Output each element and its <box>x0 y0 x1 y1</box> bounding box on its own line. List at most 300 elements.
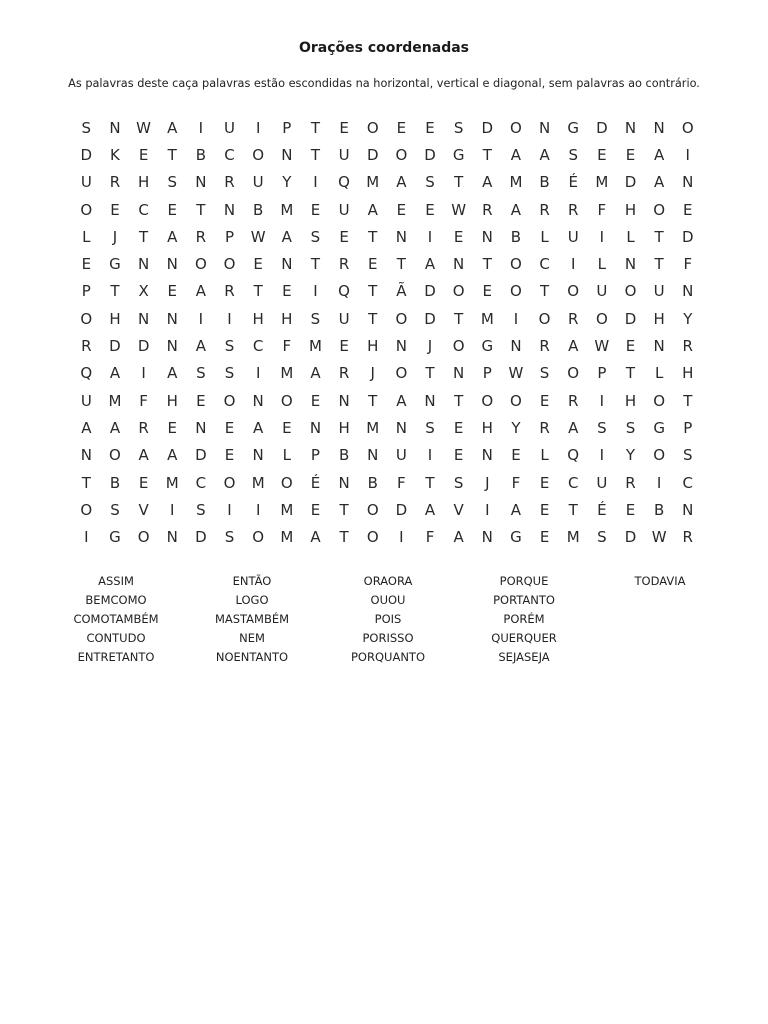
grid-letter[interactable]: N <box>653 118 665 137</box>
grid-letter[interactable]: C <box>567 473 579 492</box>
grid-letter[interactable]: R <box>138 418 149 437</box>
grid-letter[interactable]: E <box>425 118 435 137</box>
grid-letter[interactable]: N <box>195 418 207 437</box>
grid-letter[interactable]: E <box>310 200 321 219</box>
grid-letter[interactable]: O <box>280 473 293 492</box>
grid-letter[interactable]: O <box>80 309 93 328</box>
grid-letter[interactable]: S <box>224 337 235 356</box>
grid-letter[interactable]: M <box>566 528 580 547</box>
grid-letter[interactable]: O <box>510 118 522 137</box>
grid-letter[interactable]: I <box>255 500 261 519</box>
grid-letter[interactable]: U <box>80 173 92 192</box>
grid-letter[interactable]: E <box>110 200 120 219</box>
grid-letter[interactable]: U <box>596 282 608 301</box>
grid-letter[interactable]: L <box>282 446 291 465</box>
grid-letter[interactable]: A <box>195 282 207 301</box>
grid-letter[interactable]: E <box>339 227 349 246</box>
grid-letter[interactable]: E <box>167 282 177 301</box>
grid-letter[interactable]: S <box>196 364 206 383</box>
grid-letter[interactable]: N <box>281 145 293 164</box>
grid-letter[interactable]: I <box>656 473 662 492</box>
grid-letter[interactable]: V <box>453 500 464 519</box>
grid-letter[interactable]: W <box>250 227 266 246</box>
grid-letter[interactable]: R <box>539 200 550 219</box>
grid-letter[interactable]: N <box>538 118 551 137</box>
grid-letter[interactable]: R <box>109 173 121 192</box>
grid-letter[interactable]: O <box>510 391 522 410</box>
grid-letter[interactable]: N <box>367 446 379 465</box>
grid-letter[interactable]: O <box>223 391 236 410</box>
grid-letter[interactable]: B <box>195 145 207 164</box>
grid-letter[interactable]: U <box>80 391 92 410</box>
grid-letter[interactable]: É <box>568 173 578 192</box>
grid-letter[interactable]: N <box>166 309 178 328</box>
grid-letter[interactable]: T <box>654 227 664 246</box>
grid-letter[interactable]: A <box>310 364 321 383</box>
grid-letter[interactable]: R <box>567 391 579 410</box>
grid-letter[interactable]: T <box>454 173 464 192</box>
grid-letter[interactable]: Y <box>511 418 521 437</box>
grid-letter[interactable]: O <box>395 145 408 164</box>
grid-letter[interactable]: A <box>568 418 579 437</box>
grid-letter[interactable]: E <box>453 418 464 437</box>
grid-letter[interactable]: N <box>481 528 493 547</box>
grid-letter[interactable]: F <box>683 255 693 274</box>
grid-letter[interactable]: H <box>109 309 121 328</box>
grid-letter[interactable]: U <box>338 145 350 164</box>
grid-letter[interactable]: S <box>453 473 464 492</box>
grid-letter[interactable]: R <box>625 473 636 492</box>
grid-letter[interactable]: T <box>196 200 206 219</box>
grid-letter[interactable]: D <box>481 118 494 137</box>
grid-letter[interactable]: A <box>367 200 378 219</box>
grid-letter[interactable]: T <box>482 255 492 274</box>
grid-letter[interactable]: E <box>539 528 550 547</box>
grid-letter[interactable]: D <box>624 309 637 328</box>
grid-letter[interactable]: N <box>481 227 493 246</box>
grid-letter[interactable]: S <box>167 173 177 192</box>
grid-letter[interactable]: T <box>368 227 378 246</box>
grid-letter[interactable]: J <box>427 337 433 356</box>
grid-letter[interactable]: M <box>509 173 523 192</box>
grid-letter[interactable]: S <box>310 227 321 246</box>
grid-letter[interactable]: N <box>137 255 150 274</box>
grid-letter[interactable]: V <box>138 500 149 519</box>
grid-letter[interactable]: I <box>255 118 261 137</box>
grid-letter[interactable]: B <box>510 227 522 246</box>
grid-letter[interactable]: O <box>366 500 379 519</box>
grid-letter[interactable]: P <box>482 364 492 383</box>
grid-letter[interactable]: A <box>539 145 550 164</box>
grid-letter[interactable]: Y <box>683 309 693 328</box>
grid-letter[interactable]: F <box>397 473 406 492</box>
grid-letter[interactable]: A <box>510 200 522 219</box>
grid-letter[interactable]: E <box>282 418 292 437</box>
grid-letter[interactable]: N <box>338 473 350 492</box>
grid-letter[interactable]: H <box>653 309 665 328</box>
grid-letter[interactable]: M <box>366 173 380 192</box>
grid-letter[interactable]: R <box>338 255 350 274</box>
grid-letter[interactable]: D <box>681 227 694 246</box>
grid-letter[interactable]: O <box>567 364 580 383</box>
grid-letter[interactable]: O <box>653 200 666 219</box>
grid-letter[interactable]: N <box>309 418 322 437</box>
grid-letter[interactable]: J <box>485 473 490 492</box>
grid-letter[interactable]: M <box>366 418 380 437</box>
grid-letter[interactable]: I <box>399 528 404 547</box>
grid-letter[interactable]: H <box>682 364 694 383</box>
grid-letter[interactable]: U <box>338 309 350 328</box>
grid-letter[interactable]: E <box>310 391 321 410</box>
grid-letter[interactable]: A <box>253 418 264 437</box>
grid-letter[interactable]: I <box>198 309 204 328</box>
grid-letter[interactable]: E <box>310 500 321 519</box>
grid-letter[interactable]: T <box>310 255 321 274</box>
grid-letter[interactable]: R <box>539 418 550 437</box>
grid-letter[interactable]: Q <box>338 173 350 192</box>
grid-letter[interactable]: E <box>625 337 636 356</box>
grid-letter[interactable]: T <box>482 145 492 164</box>
grid-letter[interactable]: T <box>539 282 550 301</box>
grid-letter[interactable]: I <box>313 282 318 301</box>
grid-letter[interactable]: S <box>425 173 435 192</box>
grid-letter[interactable]: S <box>568 145 578 164</box>
grid-letter[interactable]: A <box>138 446 149 465</box>
grid-letter[interactable]: Y <box>625 446 636 465</box>
grid-letter[interactable]: S <box>425 418 435 437</box>
grid-letter[interactable]: R <box>567 200 579 219</box>
grid-letter[interactable]: O <box>624 282 637 301</box>
grid-letter[interactable]: F <box>597 200 607 219</box>
grid-letter[interactable]: M <box>280 528 294 547</box>
grid-letter[interactable]: G <box>452 145 465 164</box>
grid-letter[interactable]: A <box>424 255 436 274</box>
grid-letter[interactable]: I <box>570 255 576 274</box>
grid-letter[interactable]: E <box>539 500 550 519</box>
grid-letter[interactable]: L <box>597 255 607 274</box>
grid-letter[interactable]: D <box>424 145 436 164</box>
grid-letter[interactable]: T <box>310 145 321 164</box>
grid-letter[interactable]: M <box>280 500 294 519</box>
grid-letter[interactable]: B <box>338 446 350 465</box>
grid-letter[interactable]: D <box>109 337 121 356</box>
grid-letter[interactable]: T <box>425 364 435 383</box>
grid-letter[interactable]: G <box>567 118 580 137</box>
grid-letter[interactable]: R <box>81 337 92 356</box>
grid-letter[interactable]: T <box>368 391 378 410</box>
grid-letter[interactable]: N <box>395 418 407 437</box>
grid-letter[interactable]: Q <box>567 446 580 465</box>
grid-letter[interactable]: T <box>454 309 464 328</box>
grid-letter[interactable]: R <box>682 528 693 547</box>
grid-letter[interactable]: D <box>195 446 207 465</box>
grid-letter[interactable]: H <box>338 418 350 437</box>
grid-letter[interactable]: N <box>453 364 465 383</box>
grid-letter[interactable]: S <box>224 528 235 547</box>
grid-letter[interactable]: C <box>195 473 207 492</box>
grid-letter[interactable]: N <box>653 337 665 356</box>
grid-letter[interactable]: L <box>540 227 549 246</box>
grid-letter[interactable]: I <box>84 528 89 547</box>
grid-letter[interactable]: T <box>167 145 177 164</box>
grid-letter[interactable]: R <box>338 364 350 383</box>
grid-letter[interactable]: I <box>599 227 605 246</box>
grid-letter[interactable]: D <box>80 145 93 164</box>
grid-letter[interactable]: G <box>109 528 121 547</box>
grid-letter[interactable]: S <box>110 500 120 519</box>
grid-letter[interactable]: O <box>280 391 293 410</box>
grid-letter[interactable]: E <box>282 282 292 301</box>
grid-letter[interactable]: E <box>453 446 464 465</box>
grid-letter[interactable]: E <box>597 145 607 164</box>
grid-letter[interactable]: D <box>624 173 637 192</box>
grid-letter[interactable]: G <box>510 528 522 547</box>
grid-letter[interactable]: P <box>310 446 320 465</box>
grid-letter[interactable]: D <box>596 118 608 137</box>
grid-letter[interactable]: C <box>252 337 264 356</box>
grid-letter[interactable]: U <box>252 173 264 192</box>
grid-letter[interactable]: U <box>224 118 236 137</box>
grid-letter[interactable]: S <box>196 500 206 519</box>
grid-letter[interactable]: M <box>165 473 179 492</box>
grid-letter[interactable]: A <box>109 364 121 383</box>
grid-letter[interactable]: G <box>481 337 494 356</box>
grid-letter[interactable]: A <box>310 528 321 547</box>
grid-letter[interactable]: D <box>195 528 207 547</box>
grid-letter[interactable]: R <box>682 337 693 356</box>
grid-letter[interactable]: O <box>567 282 580 301</box>
grid-letter[interactable]: N <box>624 255 637 274</box>
grid-letter[interactable]: W <box>451 200 467 219</box>
grid-letter[interactable]: B <box>253 200 264 219</box>
grid-letter[interactable]: P <box>683 418 693 437</box>
grid-letter[interactable]: O <box>137 528 150 547</box>
grid-letter[interactable]: M <box>308 337 322 356</box>
grid-letter[interactable]: W <box>508 364 524 383</box>
grid-letter[interactable]: D <box>395 500 408 519</box>
grid-letter[interactable]: O <box>80 500 93 519</box>
grid-letter[interactable]: D <box>624 528 637 547</box>
grid-letter[interactable]: T <box>568 500 578 519</box>
grid-letter[interactable]: O <box>395 364 408 383</box>
grid-letter[interactable]: P <box>225 227 235 246</box>
grid-letter[interactable]: E <box>339 118 349 137</box>
grid-letter[interactable]: N <box>252 446 264 465</box>
grid-letter[interactable]: L <box>626 227 635 246</box>
grid-letter[interactable]: U <box>395 446 407 465</box>
grid-letter[interactable]: H <box>624 391 637 410</box>
grid-letter[interactable]: O <box>366 528 379 547</box>
grid-letter[interactable]: T <box>683 391 693 410</box>
grid-letter[interactable]: C <box>138 200 149 219</box>
grid-letter[interactable]: N <box>338 391 350 410</box>
grid-letter[interactable]: N <box>109 118 121 137</box>
grid-letter[interactable]: N <box>166 528 178 547</box>
grid-letter[interactable]: D <box>424 282 436 301</box>
grid-letter[interactable]: I <box>427 227 433 246</box>
grid-letter[interactable]: D <box>137 337 150 356</box>
grid-letter[interactable]: A <box>167 364 178 383</box>
grid-letter[interactable]: H <box>281 309 293 328</box>
grid-letter[interactable]: N <box>80 446 92 465</box>
grid-letter[interactable]: F <box>425 528 435 547</box>
grid-letter[interactable]: H <box>367 337 379 356</box>
grid-letter[interactable]: E <box>453 227 464 246</box>
grid-letter[interactable]: M <box>108 391 122 410</box>
grid-letter[interactable]: A <box>195 337 207 356</box>
grid-letter[interactable]: I <box>170 500 175 519</box>
grid-letter[interactable]: O <box>109 446 121 465</box>
grid-letter[interactable]: P <box>81 282 91 301</box>
grid-letter[interactable]: Q <box>338 282 350 301</box>
grid-letter[interactable]: N <box>281 255 293 274</box>
grid-letter[interactable]: N <box>395 227 407 246</box>
grid-letter[interactable]: O <box>452 337 465 356</box>
grid-letter[interactable]: B <box>109 473 121 492</box>
grid-letter[interactable]: N <box>195 173 207 192</box>
grid-letter[interactable]: I <box>198 118 204 137</box>
grid-letter[interactable]: E <box>482 282 493 301</box>
grid-letter[interactable]: J <box>112 227 118 246</box>
grid-letter[interactable]: T <box>81 473 91 492</box>
grid-letter[interactable]: A <box>424 500 436 519</box>
grid-letter[interactable]: E <box>339 337 349 356</box>
grid-letter[interactable]: A <box>281 227 292 246</box>
grid-letter[interactable]: N <box>510 337 522 356</box>
grid-letter[interactable]: A <box>510 145 522 164</box>
grid-letter[interactable]: P <box>597 364 607 383</box>
grid-letter[interactable]: É <box>310 473 321 492</box>
grid-letter[interactable]: Y <box>282 173 292 192</box>
grid-letter[interactable]: N <box>223 200 236 219</box>
grid-letter[interactable]: I <box>513 309 519 328</box>
grid-letter[interactable]: T <box>339 500 349 519</box>
grid-letter[interactable]: I <box>227 500 232 519</box>
grid-letter[interactable]: E <box>683 200 693 219</box>
grid-letter[interactable]: O <box>510 255 522 274</box>
grid-letter[interactable]: N <box>424 391 436 410</box>
grid-letter[interactable]: O <box>681 118 694 137</box>
grid-letter[interactable]: E <box>396 118 407 137</box>
grid-letter[interactable]: E <box>224 418 235 437</box>
grid-letter[interactable]: N <box>481 446 493 465</box>
grid-letter[interactable]: U <box>596 473 608 492</box>
grid-letter[interactable]: A <box>167 118 178 137</box>
grid-letter[interactable]: I <box>313 173 318 192</box>
grid-letter[interactable]: R <box>539 337 550 356</box>
grid-letter[interactable]: O <box>395 309 408 328</box>
grid-letter[interactable]: I <box>599 446 605 465</box>
grid-letter[interactable]: M <box>595 173 609 192</box>
grid-letter[interactable]: R <box>224 282 235 301</box>
grid-letter[interactable]: O <box>252 528 265 547</box>
grid-letter[interactable]: A <box>396 173 407 192</box>
grid-letter[interactable]: G <box>109 255 121 274</box>
grid-letter[interactable]: I <box>227 309 232 328</box>
grid-letter[interactable]: S <box>453 118 464 137</box>
grid-letter[interactable]: A <box>568 337 579 356</box>
grid-letter[interactable]: Q <box>80 364 93 383</box>
grid-letter[interactable]: S <box>597 418 607 437</box>
grid-letter[interactable]: T <box>368 282 378 301</box>
grid-letter[interactable]: R <box>224 173 235 192</box>
grid-letter[interactable]: O <box>653 391 666 410</box>
grid-letter[interactable]: B <box>653 500 665 519</box>
grid-letter[interactable]: E <box>625 145 636 164</box>
grid-letter[interactable]: N <box>395 337 407 356</box>
grid-letter[interactable]: S <box>683 446 693 465</box>
grid-letter[interactable]: O <box>653 446 666 465</box>
grid-letter[interactable]: C <box>539 255 550 274</box>
grid-letter[interactable]: H <box>166 391 178 410</box>
grid-letter[interactable]: I <box>485 500 490 519</box>
grid-letter[interactable]: R <box>567 309 579 328</box>
grid-letter[interactable]: N <box>682 500 694 519</box>
grid-letter[interactable]: O <box>223 473 236 492</box>
grid-letter[interactable]: W <box>651 528 667 547</box>
grid-letter[interactable]: O <box>538 309 551 328</box>
grid-letter[interactable]: H <box>252 309 264 328</box>
grid-letter[interactable]: D <box>366 145 379 164</box>
grid-letter[interactable]: O <box>452 282 465 301</box>
grid-letter[interactable]: N <box>166 255 178 274</box>
grid-letter[interactable]: E <box>167 418 177 437</box>
grid-letter[interactable]: R <box>482 200 493 219</box>
grid-letter[interactable]: E <box>81 255 92 274</box>
grid-letter[interactable]: I <box>685 145 690 164</box>
grid-letter[interactable]: O <box>510 282 522 301</box>
grid-letter[interactable]: N <box>166 337 178 356</box>
grid-letter[interactable]: Ã <box>396 282 407 301</box>
grid-letter[interactable]: B <box>367 473 378 492</box>
grid-letter[interactable]: L <box>82 227 91 246</box>
grid-letter[interactable]: H <box>481 418 493 437</box>
grid-letter[interactable]: M <box>280 364 294 383</box>
grid-letter[interactable]: O <box>223 255 236 274</box>
grid-letter[interactable]: T <box>339 528 349 547</box>
grid-letter[interactable]: T <box>253 282 263 301</box>
grid-letter[interactable]: K <box>110 145 120 164</box>
grid-letter[interactable]: U <box>338 200 350 219</box>
grid-letter[interactable]: E <box>167 200 177 219</box>
grid-letter[interactable]: H <box>137 173 150 192</box>
grid-letter[interactable]: N <box>682 282 694 301</box>
grid-letter[interactable]: E <box>196 391 206 410</box>
grid-letter[interactable]: D <box>424 309 436 328</box>
grid-letter[interactable]: N <box>453 255 465 274</box>
grid-letter[interactable]: A <box>654 145 665 164</box>
grid-letter[interactable]: T <box>110 282 120 301</box>
grid-letter[interactable]: S <box>310 309 321 328</box>
grid-letter[interactable]: F <box>511 473 521 492</box>
grid-letter[interactable]: A <box>482 173 493 192</box>
grid-letter[interactable]: E <box>138 145 149 164</box>
grid-letter[interactable]: T <box>368 309 378 328</box>
grid-letter[interactable]: F <box>139 391 148 410</box>
grid-letter[interactable]: A <box>510 500 522 519</box>
grid-letter[interactable]: T <box>139 227 149 246</box>
grid-letter[interactable]: P <box>282 118 292 137</box>
grid-letter[interactable]: M <box>251 473 265 492</box>
grid-letter[interactable]: U <box>653 282 665 301</box>
grid-letter[interactable]: E <box>539 473 550 492</box>
grid-letter[interactable]: L <box>540 446 549 465</box>
grid-letter[interactable]: A <box>167 446 178 465</box>
grid-letter[interactable]: O <box>595 309 608 328</box>
grid-letter[interactable]: I <box>599 391 605 410</box>
grid-letter[interactable]: T <box>654 255 664 274</box>
grid-letter[interactable]: I <box>255 364 261 383</box>
